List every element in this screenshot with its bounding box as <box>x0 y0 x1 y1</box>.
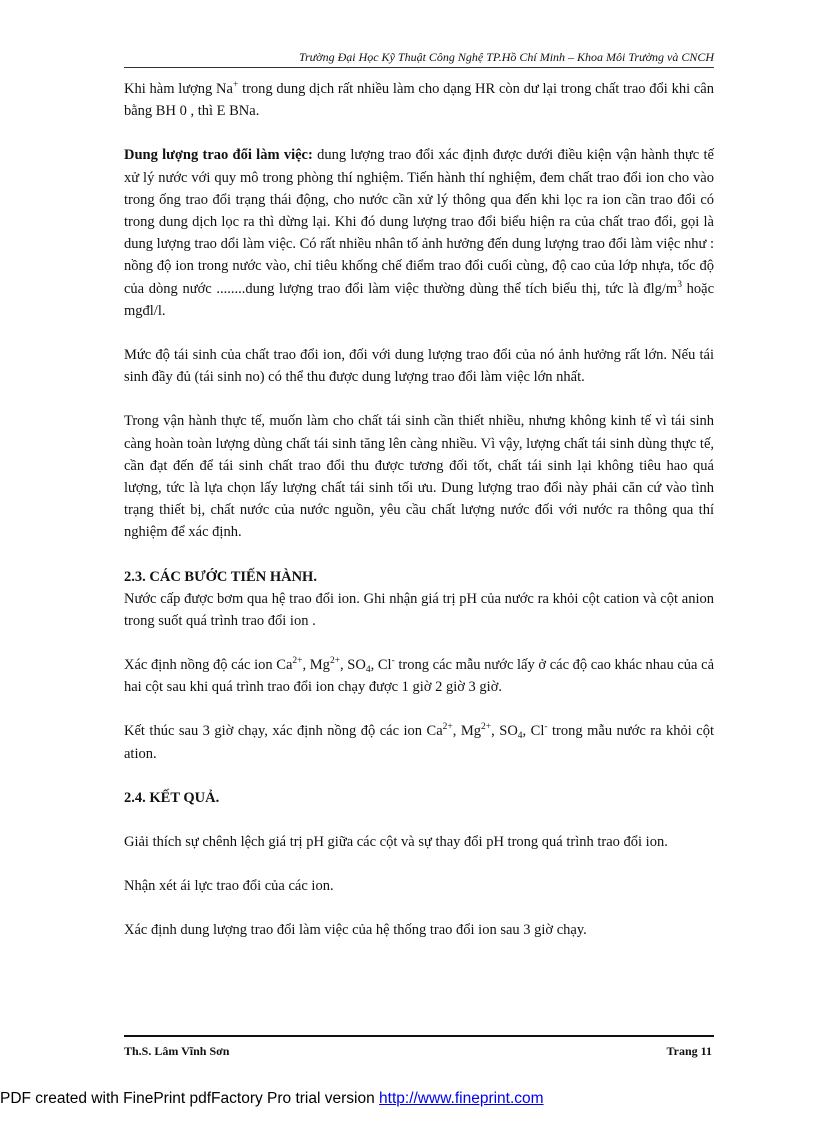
paragraph-procedure-end: Kết thúc sau 3 giờ chạy, xác định nồng độ các ion $Ca^{2+}$, $Mg^{2+}$, $SO_4$, Cl- trong mẫu nước ra khỏi cột ation. <box>124 722 714 762</box>
running-header: Trường Đại Học Kỹ Thuật Công Nghệ TP.Hồ Chí Minh – Khoa Môi Trường và CNCH <box>298 50 714 64</box>
paragraph-procedure-measure: Xác định nồng độ các ion $Ca^{2+}$, $Mg^{2+}$, $SO_4$, Cl- trong các mẫu nước lấy ở các độ cao khác nhau của cả hai cột sau khi quá trình trao đổi ion chạy được 1 giờ 2 giờ 3 giờ. <box>124 656 715 696</box>
section-heading-results: 2.4. KẾT QUẢ. <box>124 789 220 806</box>
paragraph-regeneration: Mức độ tái sinh của chất trao đổi ion, đối với dung lượng trao đổi của nó ảnh hưởng rất lớn. Nếu tái sinh đầy đủ (tái sinh no) có thể thu được dung lượng trao đổi làm việc lớn nhất. <box>124 347 714 386</box>
page-content <box>124 78 714 963</box>
fineprint-link[interactable]: http://www.fineprint.com <box>379 1090 544 1107</box>
paragraph-results-capacity: Xác định dung lượng trao đổi làm việc của hệ thống trao đổi ion sau 3 giờ chạy. <box>124 922 587 939</box>
page-number: Trang 11 <box>666 1044 712 1058</box>
term-working-capacity: Dung lượng trao đổi làm việc: <box>124 147 313 164</box>
footer-divider <box>124 1035 714 1037</box>
paragraph-working-capacity: Dung lượng trao đổi làm việc: dung lượng trao đổi xác định được dưới điều kiện vận hành thực tế xử lý nước với quy mô trong phòng thí nghiệm. Tiến hành thí nghiệm, đem chất trao đổi ion cho vào trong ống trao đổi trạng thái động, cho nước cần xử lý thông qua đến khi lọc ra ion cần trao đổi có trong dung dịch lọc ra thì dừng lại. Khi đó dung lượng trao đổi biểu hiện ra của chất trao đổi, gọi là dung lượng trao dổi làm việc. Có rất nhiều nhân tố ảnh hưởng đến dung lượng trao đổi làm việc như : nồng độ ion trong nước vào, chỉ tiêu khống chế điểm trao đổi cuối cùng, độ cao của lớp nhựa, tốc độ của dòng nước ........dung lượng trao đổi làm việc thường dùng thể tích biểu thị, tức là đlg/$m^3$ hoặc mgđl/l. <box>124 147 715 319</box>
footer-author: Th.S. Lâm Vĩnh Sơn <box>124 1044 230 1058</box>
paragraph-results-ph: Giải thích sự chênh lệch giá trị pH giữa các cột và sự thay đổi pH trong quá trình trao đổi ion. <box>124 833 668 850</box>
header-divider <box>124 67 714 68</box>
paragraph-na-balance: Khi hàm lượng Na+ trong dung dịch rất nhiều làm cho dạng HR còn dư lại trong chất trao đổi khi cân bằng BH 0 , thì E BNa. <box>124 80 714 120</box>
section-heading-procedure: 2.3. CÁC BƯỚC TIẾN HÀNH. <box>124 568 317 585</box>
paragraph-results-affinity: Nhận xét ái lực trao đổi của các ion. <box>124 878 334 895</box>
paragraph-procedure-feed: Nước cấp được bơm qua hệ trao đổi ion. Ghi nhận giá trị pH của nước ra khỏi cột cation và cột anion trong suốt quá trình trao đổi ion . <box>124 590 714 629</box>
paragraph-operation: Trong vận hành thực tế, muốn làm cho chất tái sinh cần thiết nhiều, nhưng không kinh tế vì tái sinh càng hoàn toàn lượng dùng chất tái sinh tăng lên càng nhiều. Vì vậy, lượng chất tái sinh dùng thực tế, cần đạt đến để tái sinh chất trao đổi thu được tương đối tốt, chất tái sinh lại không tiêu hao quá lượng, tức là lựa chọn lấy lượng chất tái sinh tối ưu. Dung lượng trao đổi này phải căn cứ vào tình trạng thiết bị, chất nước của nước nguồn, yêu cầu chất lượng nước đối với nước ra thông qua thí nghiệm để xác định. <box>124 413 714 541</box>
pdf-trial-banner: PDF created with FinePrint pdfFactory Pro trial version http://www.fineprint.com <box>0 1090 544 1107</box>
